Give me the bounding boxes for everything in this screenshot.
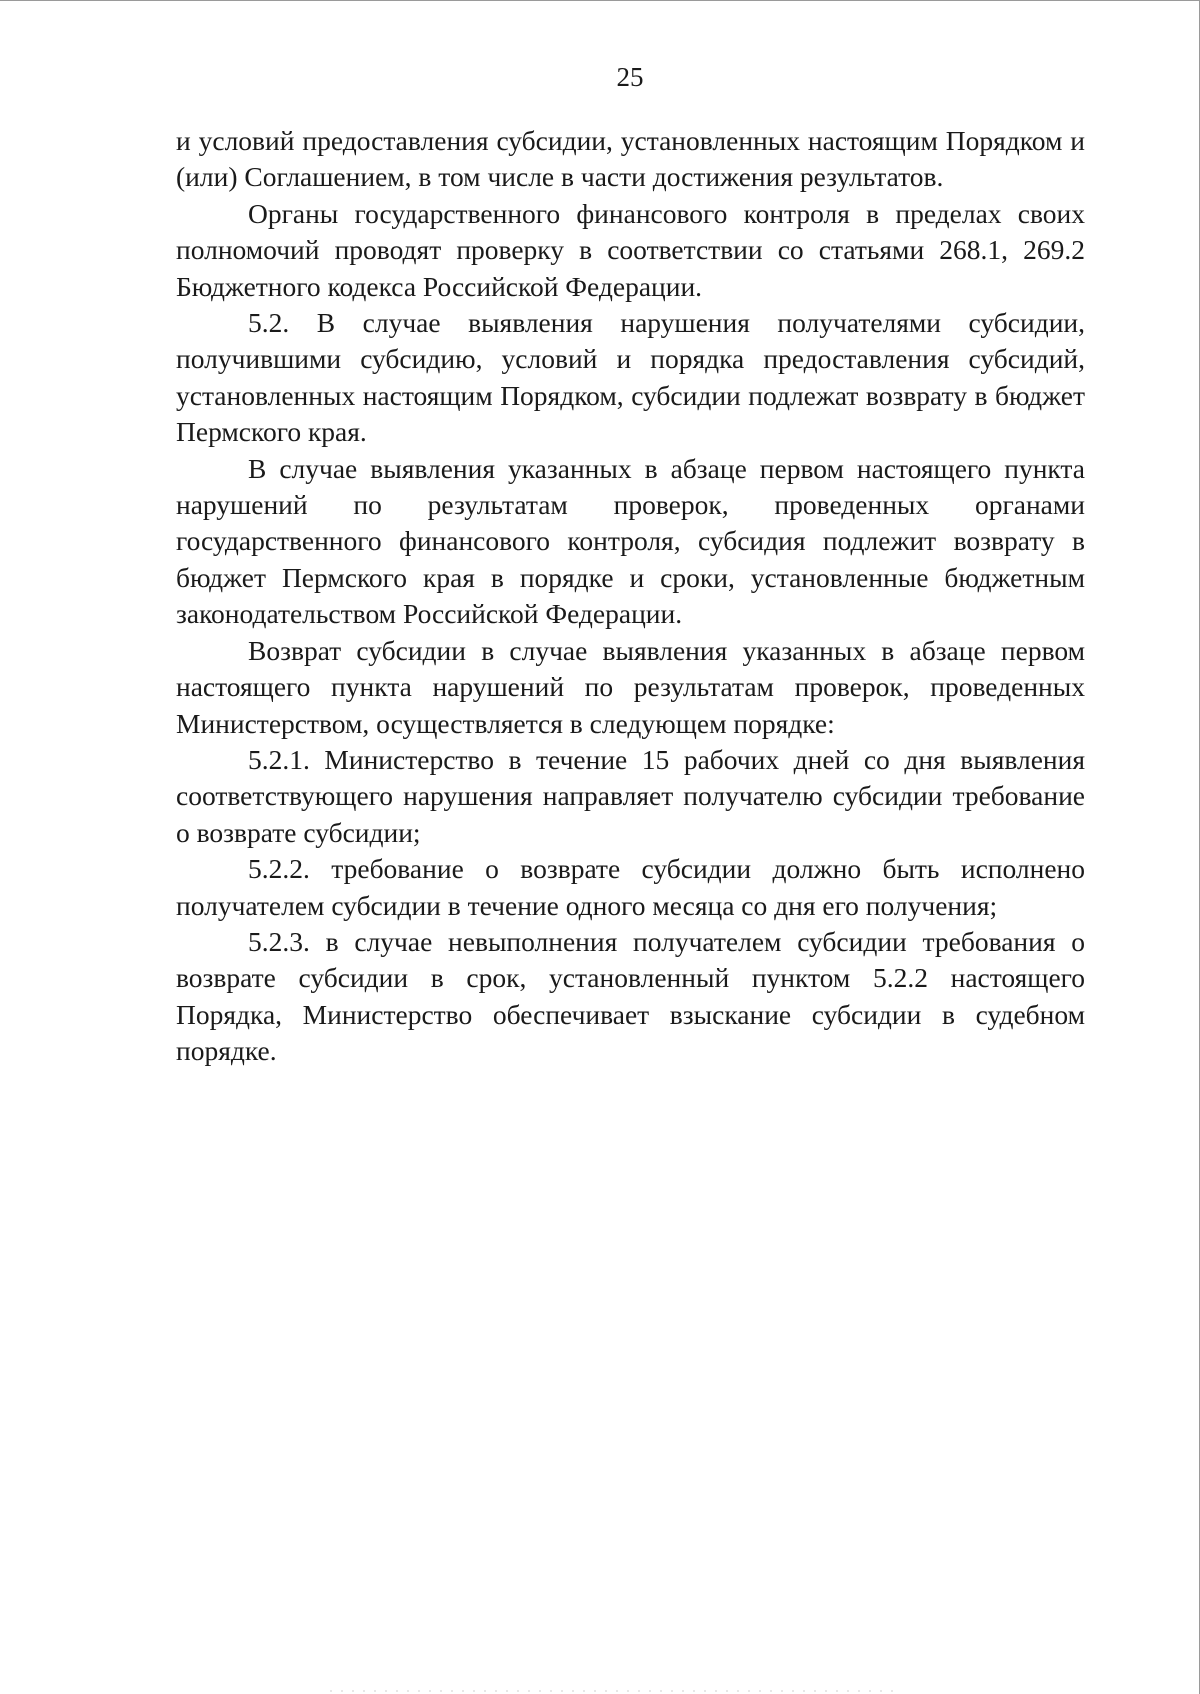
paragraph-5-2-3: 5.2.3. в случае невыполнения получателем субсидии требования о возврате субсидии в срок, установленный пунктом 5.2.2 настоящего Порядка, Министерство обеспечивает взыскание субсидии в судебном порядке. — [176, 925, 1085, 1067]
document-body — [176, 123, 1085, 1070]
paragraph-violations-audit: В случае выявления указанных в абзаце первом настоящего пункта нарушений по результатам проверок, проведенных органами государственного финансового контроля, субсидия подлежит возврату в бюджет Пермского края в порядке и сроки, установленные бюджетным законодательством Российской Федерации. — [176, 452, 1085, 630]
page-number: 25 — [616, 62, 644, 92]
scan-edge-noise — [0, 1684, 1200, 1694]
paragraph-5-2-2: 5.2.2. требование о возврате субсидии должно быть исполнено получателем субсидии в течение одного месяца со дня его получения; — [176, 853, 1085, 921]
paragraph-return-procedure: Возврат субсидии в случае выявления указанных в абзаце первом настоящего пункта нарушений по результатам проверок, проведенных Министерством, осуществляется в следующем порядке: — [176, 634, 1085, 739]
paragraph-5-2-1: 5.2.1. Министерство в течение 15 рабочих дней со дня выявления соответствующего нарушения направляет получателю субсидии требование о возврате субсидии; — [176, 743, 1085, 848]
paragraph-continuation: и условий предоставления субсидии, установленных настоящим Порядком и (или) Соглашением, в том числе в части достижения результатов. — [176, 125, 1085, 193]
paragraph-5-2: 5.2. В случае выявления нарушения получателями субсидии, получившими субсидию, условий и порядка предоставления субсидий, установленных настоящим Порядком, субсидии подлежат возврату в бюджет Пермского края. — [176, 307, 1085, 448]
paragraph-financial-control: Органы государственного финансового контроля в пределах своих полномочий проводят проверку в соответствии со статьями 268.1, 269.2 Бюджетного кодекса Российской Федерации. — [176, 197, 1085, 302]
